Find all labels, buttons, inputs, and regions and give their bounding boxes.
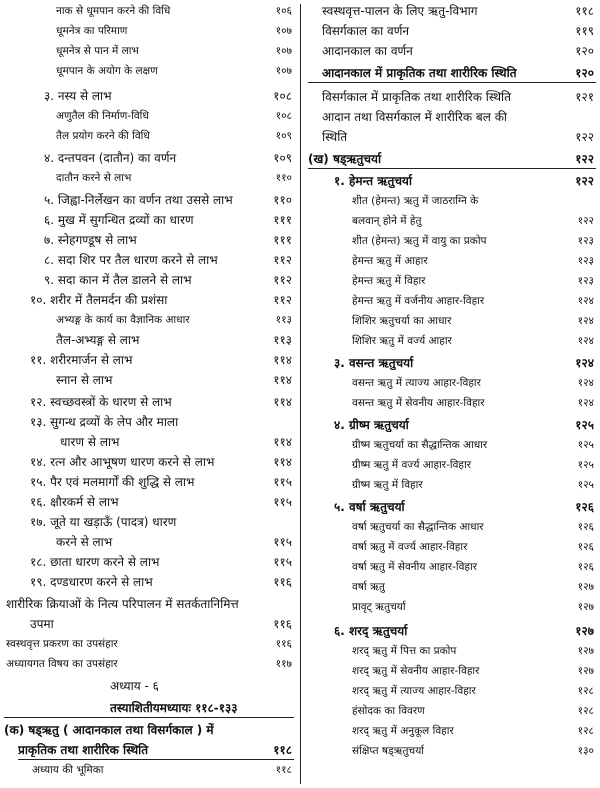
toc-entry-title: आदानकाल का वर्णन xyxy=(322,44,413,58)
toc-entry-title: शरद् ऋतु में सेवनीय आहार-विहार xyxy=(352,665,480,677)
heading-underline xyxy=(308,168,596,169)
toc-entry-page: १२० xyxy=(575,44,594,58)
toc-entry-title: (क) षड्ऋतु ( आदानकाल तथा विसर्गकाल ) में xyxy=(4,723,214,737)
toc-entry-title: १. हेमन्त ऋतुचर्या xyxy=(334,174,413,188)
toc-entry-title: शीत (हेमन्त) ऋतु में वायु का प्रकोप xyxy=(352,235,487,247)
toc-entry-title: स्वस्थवृत्त प्रकरण का उपसंहार xyxy=(6,638,118,650)
toc-entry-page: १२८ xyxy=(577,705,594,717)
toc-entry-title: ३. वसन्त ऋतुचर्या xyxy=(334,356,414,370)
toc-entry-page: १२७ xyxy=(577,581,594,593)
toc-entry-title: उपमा xyxy=(30,617,54,631)
heading-underline xyxy=(18,759,294,760)
column-divider xyxy=(300,4,301,784)
toc-entry-title: हेमन्त ऋतु में आहार xyxy=(352,255,428,267)
toc-entry-page: १२३ xyxy=(577,255,594,267)
toc-entry-page: ११५ xyxy=(273,495,292,509)
toc-entry-page: ११० xyxy=(275,172,292,184)
toc-entry-page: १०६ xyxy=(275,5,292,17)
toc-entry-page: १११ xyxy=(273,213,292,227)
toc-entry-title: संक्षिप्त षड्ऋतुचर्या xyxy=(352,745,425,757)
toc-entry-title: ग्रीष्म ऋतुचर्या का सैद्धान्तिक आधार xyxy=(352,439,488,451)
toc-entry-page: १२३ xyxy=(577,235,594,247)
toc-entry-page: ११२ xyxy=(273,253,292,267)
toc-entry-page: ११५ xyxy=(273,555,292,569)
toc-entry-page: ११३ xyxy=(273,333,292,347)
toc-entry-page: ११८ xyxy=(273,743,292,757)
toc-entry-page: १२६ xyxy=(577,541,594,553)
toc-entry-page: ११२ xyxy=(273,273,292,287)
toc-entry-title: तस्याशितीयमध्यायः ११८-१३३ xyxy=(110,701,238,715)
toc-entry-title: ३. नस्य से लाभ xyxy=(44,89,112,103)
toc-entry-page: १२२ xyxy=(575,152,594,166)
toc-entry-title: विसर्गकाल का वर्णन xyxy=(322,24,410,38)
toc-entry-title: ५. जिह्वा-निर्लेखन का वर्णन तथा उससे लाभ xyxy=(44,193,233,207)
toc-entry-page: १२८ xyxy=(577,685,594,697)
toc-entry-page: १२२ xyxy=(575,174,594,188)
toc-entry-page: १३० xyxy=(577,745,594,757)
toc-entry-title: वर्षा ऋतु में सेवनीय आहार-विहार xyxy=(352,561,478,573)
toc-entry-title: अभ्यङ्ग के कार्य का वैज्ञानिक आधार xyxy=(56,314,190,326)
toc-entry-page: १२७ xyxy=(575,624,594,638)
toc-entry-title: हेमन्त ऋतु में वर्जनीय आहार-विहार xyxy=(352,295,485,307)
toc-entry-page: १०८ xyxy=(275,110,292,122)
toc-entry-page: १२४ xyxy=(577,377,594,389)
toc-entry-title: प्रावृट् ऋतुचर्या xyxy=(352,601,406,613)
toc-entry-title: आदान तथा विसर्गकाल में शारीरिक बल की xyxy=(322,110,508,124)
toc-entry-page: ११६ xyxy=(273,575,292,589)
toc-entry-title: अध्यायगत विषय का उपसंहार xyxy=(6,658,118,670)
toc-entry-page: १२४ xyxy=(577,335,594,347)
toc-entry-title: तैल-अभ्यङ्ग से लाभ xyxy=(56,333,140,347)
toc-entry-page: १११ xyxy=(273,233,292,247)
toc-entry-title: प्राकृतिक तथा शारीरिक स्थिति xyxy=(18,743,149,757)
toc-entry-page: १२५ xyxy=(577,479,594,491)
toc-entry-page: १२४ xyxy=(577,315,594,327)
toc-entry-title: ५. वर्षा ऋतुचर्या xyxy=(334,500,405,514)
toc-entry-page: १२४ xyxy=(575,356,594,370)
toc-entry-title: ११. शरीरमार्जन से लाभ xyxy=(30,353,133,367)
toc-entry-title: १०. शरीर में तैलमर्दन की प्रशंसा xyxy=(30,293,168,307)
toc-entry-title: अध्याय - ६ xyxy=(110,679,159,693)
toc-entry-page: १०७ xyxy=(275,45,292,57)
heading-underline xyxy=(308,82,596,83)
toc-entry-page: १२६ xyxy=(577,561,594,573)
toc-entry-page: १२६ xyxy=(575,500,594,514)
toc-entry-title: वसन्त ऋतु में सेवनीय आहार-विहार xyxy=(352,397,485,409)
toc-entry-page: १२५ xyxy=(577,459,594,471)
toc-entry-page: १२६ xyxy=(577,521,594,533)
toc-entry-title: वर्षा ऋतुचर्या का सैद्धान्तिक आधार xyxy=(352,521,484,533)
toc-entry-title: वसन्त ऋतु में त्याज्य आहार-विहार xyxy=(352,377,481,389)
toc-entry-title: शारीरिक क्रियाओं के नित्य परिपालन में सतर्कतानिमित्त xyxy=(6,597,239,611)
toc-entry-title: ग्रीष्म ऋतु में विहार xyxy=(352,479,423,491)
toc-entry-title: शिशिर ऋतुचर्या का आधार xyxy=(352,315,452,327)
toc-entry-page: १२० xyxy=(575,66,594,80)
toc-entry-page: १०९ xyxy=(275,130,292,142)
toc-entry-page: ११६ xyxy=(273,617,292,631)
toc-entry-page: १२५ xyxy=(575,418,594,432)
toc-entry-title: तैल प्रयोग करने की विधि xyxy=(56,130,150,142)
toc-entry-page: १०७ xyxy=(275,25,292,37)
toc-entry-title: हंसोदक का विवरण xyxy=(352,705,425,717)
toc-entry-page: ११४ xyxy=(273,395,292,409)
toc-entry-title: १७. जूते या खड़ाऊँ (पादत्र) धारण xyxy=(30,515,177,529)
toc-entry-page: ११३ xyxy=(275,314,292,326)
toc-entry-page: १०९ xyxy=(273,151,292,165)
toc-entry-page: ११४ xyxy=(273,455,292,469)
toc-entry-title: १६. क्षौरकर्म से लाभ xyxy=(30,495,119,509)
toc-entry-title: वर्षा ऋतु में वर्ज्य आहार-विहार xyxy=(352,541,468,553)
toc-entry-title: दातौन करने से लाभ xyxy=(56,172,132,184)
toc-entry-page: ११५ xyxy=(273,535,292,549)
toc-entry-title: शिशिर ऋतु में वर्ज्य आहार xyxy=(352,335,452,347)
toc-entry-page: १२३ xyxy=(577,275,594,287)
toc-entry-title: धूमनेत्र से पान में लाभ xyxy=(56,45,139,57)
toc-entry-title: ९. सदा कान में तैल डालने से लाभ xyxy=(44,273,192,287)
toc-entry-title: १२. स्वच्छवस्त्रों के धारण से लाभ xyxy=(30,395,172,409)
toc-entry-title: बलवान् होने में हेतु xyxy=(352,215,422,227)
toc-entry-page: १२२ xyxy=(575,130,594,144)
toc-entry-page: १२७ xyxy=(577,665,594,677)
toc-entry-page: ११४ xyxy=(273,353,292,367)
toc-entry-title: शरद् ऋतु में पित्त का प्रकोप xyxy=(352,645,457,657)
toc-entry-title: ८. सदा शिर पर तैल धारण करने से लाभ xyxy=(44,253,218,267)
toc-entry-title: धूमनेत्र का परिमाण xyxy=(56,25,128,37)
toc-entry-title: शीत (हेमन्त) ऋतु में जाठराग्नि के xyxy=(352,195,479,207)
toc-entry-title: नाक से धूमपान करने की विधि xyxy=(56,5,171,17)
toc-entry-title: १९. दण्डधारण करने से लाभ xyxy=(30,575,153,589)
toc-entry-page: १०८ xyxy=(273,89,292,103)
toc-entry-page: ११४ xyxy=(273,435,292,449)
toc-entry-page: १०७ xyxy=(275,65,292,77)
toc-entry-title: धारण से लाभ xyxy=(60,435,120,449)
toc-entry-page: १२८ xyxy=(577,725,594,737)
toc-entry-page: १२२ xyxy=(577,215,594,227)
toc-entry-page: ११९ xyxy=(575,24,594,38)
toc-entry-page: ११० xyxy=(273,193,292,207)
toc-entry-page: १२४ xyxy=(577,397,594,409)
toc-entry-title: (ख) षड्ऋतुचर्या xyxy=(308,152,382,166)
toc-entry-page: १२७ xyxy=(577,601,594,613)
toc-entry-page: १२५ xyxy=(577,439,594,451)
toc-entry-page: ११७ xyxy=(275,658,292,670)
toc-entry-page: १२४ xyxy=(577,295,594,307)
toc-entry-title: विसर्गकाल में प्राकृतिक तथा शारीरिक स्थिति xyxy=(322,90,511,104)
toc-entry-title: १४. रत्न और आभूषण धारण करने से लाभ xyxy=(30,455,215,469)
toc-entry-title: अध्याय की भूमिका xyxy=(32,764,104,776)
toc-entry-title: करने से लाभ xyxy=(56,535,113,549)
toc-entry-title: १८. छाता धारण करने से लाभ xyxy=(30,555,160,569)
toc-entry-title: स्थिति xyxy=(322,130,348,144)
toc-entry-page: ११८ xyxy=(275,764,292,776)
heading-underline xyxy=(4,717,294,718)
toc-entry-page: ११६ xyxy=(275,638,292,650)
toc-entry-title: ७. स्नेहगण्डूष से लाभ xyxy=(44,233,137,247)
toc-entry-title: वर्षा ऋतु xyxy=(352,581,385,593)
toc-entry-title: ६. मुख में सुगन्धित द्रव्यों का धारण xyxy=(44,213,194,227)
toc-entry-page: १२१ xyxy=(575,90,594,104)
toc-entry-title: हेमन्त ऋतु में विहार xyxy=(352,275,426,287)
toc-entry-title: शरद् ऋतु में त्याज्य आहार-विहार xyxy=(352,685,476,697)
toc-entry-page: ११२ xyxy=(273,293,292,307)
toc-entry-page: ११५ xyxy=(273,475,292,489)
toc-entry-page: ११८ xyxy=(575,4,594,18)
toc-entry-title: ४. ग्रीष्म ऋतुचर्या xyxy=(334,418,409,432)
toc-entry-title: स्वस्थवृत्त-पालन के लिए ऋतु-विभाग xyxy=(322,4,478,18)
toc-entry-title: ग्रीष्म ऋतु में वर्ज्य आहार-विहार xyxy=(352,459,471,471)
toc-entry-title: स्नान से लाभ xyxy=(56,373,113,387)
toc-entry-title: अणुतैल की निर्माण-विधि xyxy=(56,110,149,122)
toc-entry-title: शरद् ऋतु में अनुकूल विहार xyxy=(352,725,454,737)
toc-entry-page: ११४ xyxy=(273,373,292,387)
toc-entry-title: ६. शरद् ऋतुचर्या xyxy=(334,624,408,638)
toc-entry-title: आदानकाल में प्राकृतिक तथा शारीरिक स्थिति xyxy=(322,66,517,80)
toc-entry-title: १५. पैर एवं मलमार्गों की शुद्धि से लाभ xyxy=(30,475,195,489)
toc-entry-title: धूमपान के अयोग के लक्षण xyxy=(56,65,158,77)
toc-entry-title: १३. सुगन्ध द्रव्यों के लेप और माला xyxy=(30,415,179,429)
toc-entry-page: १२७ xyxy=(577,645,594,657)
toc-entry-title: ४. दन्तपवन (दातौन) का वर्णन xyxy=(44,151,177,165)
